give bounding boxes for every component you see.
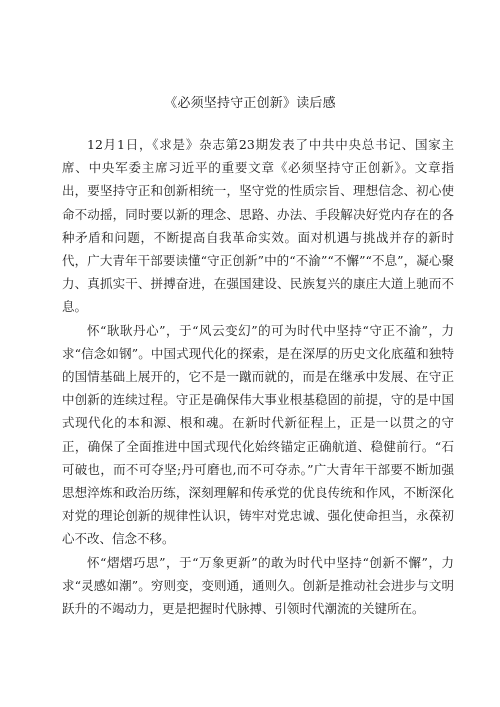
paragraph-1: 12月1日，《求是》杂志第23期发表了中共中央总书记、国家主席、中央军委主席习近平的重要文章《必须坚持守正创新》。文章指出，要坚持守正和创新相统一，坚守党的性质宗旨、理想信念、初心使命不动摇，同时要以新的理念、思路、办法、手段解决好党内存在的各种矛盾和问题，不断提高自我革命实效。面对机遇与挑战并存的新时代，广大青年干部要读懂“守正创新”中的“不渝”“不懈”“不息”，凝心聚力、真抓实干、拼搏奋进，在强国建设、民族复兴的康庄大道上驰而不息。 xyxy=(62,137,454,315)
document-body xyxy=(62,133,454,620)
document-title: 《必须坚持守正创新》读后感 xyxy=(164,96,336,111)
paragraph-2: 怀“耿耿丹心”，于“风云变幻”的可为时代中坚持“守正不渝”，力求“信念如钢”。中国式现代化的探索，是在深厚的历史文化底蕴和独特的国情基础上展开的，它不是一蹴而就的，而是在继承中发展、在守正中创新的连续过程。守正是确保伟大事业根基稳固的前提，守的是中国式现代化的本和源、根和魂。在新时代新征程上，正是一以贯之的守正，确保了全面推进中国式现代化始终锚定正确航道、稳健前行。“石可破也，而不可夺坚;丹可磨也,而不可夺赤。”广大青年干部要不断加强思想淬炼和政治历练，深刻理解和传承党的优良传统和作风，不断深化对党的理论创新的规律性认识，铸牢对党忠诚、强化使命担当，永葆初心不改、信念不移。 xyxy=(62,322,454,547)
paragraph-3: 怀“熠熠巧思”，于“万象更新”的敢为时代中坚持“创新不懈”，力求“灵感如潮”。穷则变，变则通，通则久。创新是推动社会进步与文明跃升的不竭动力，更是把握时代脉搏、引领时代潮流的关键所在。 xyxy=(62,554,454,617)
